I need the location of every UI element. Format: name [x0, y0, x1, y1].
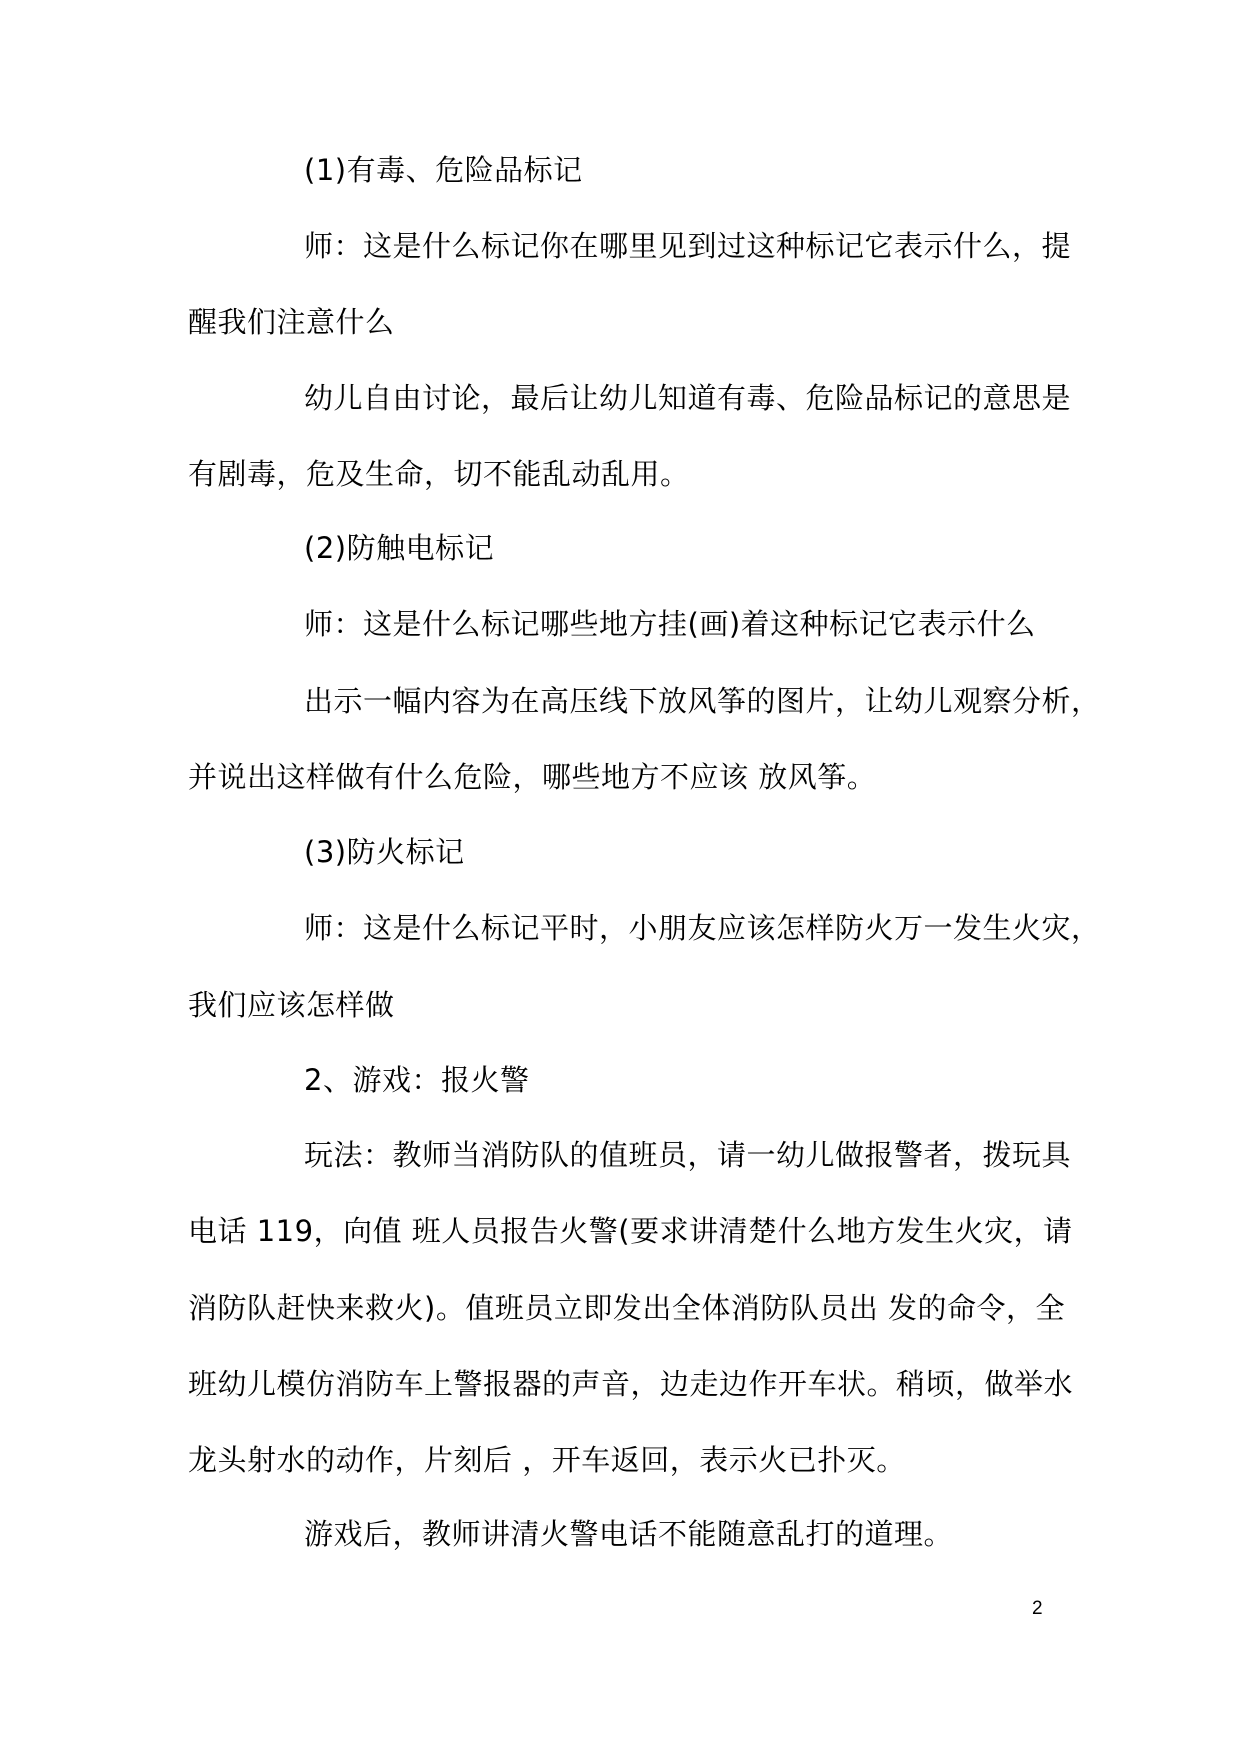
page-number: 2: [1032, 1598, 1043, 1619]
paragraph-line: 消防队赶快来救火)。值班员立即发出全体消防队员出 发的命令，全: [188, 1291, 1066, 1325]
heading-fire-mark: (3)防火标记: [304, 835, 465, 869]
heading-electric-mark: (2)防触电标记: [304, 531, 495, 565]
paragraph-line: 出示一幅内容为在高压线下放风筝的图片，让幼儿观察分析，: [304, 684, 1101, 718]
paragraph-line: 玩法：教师当消防队的值班员，请一幼儿做报警者，拨玩具: [304, 1138, 1072, 1172]
paragraph-line: 有剧毒，危及生命，切不能乱动乱用。: [188, 457, 690, 491]
paragraph-line: 班幼儿模仿消防车上警报器的声音，边走边作开车状。稍顷，做举水: [188, 1367, 1074, 1401]
paragraph-line: 醒我们注意什么: [188, 305, 395, 339]
paragraph-line: 龙头射水的动作，片刻后 ，开车返回，表示火已扑灭。: [188, 1443, 906, 1477]
paragraph-line: 师：这是什么标记你在哪里见到过这种标记它表示什么，提: [304, 229, 1072, 263]
heading-game: 2、游戏：报火警: [304, 1063, 530, 1097]
paragraph-line: 电话 119，向值 班人员报告火警(要求讲清楚什么地方发生火灾，请: [188, 1214, 1073, 1248]
heading-toxic-mark: (1)有毒、危险品标记: [304, 153, 583, 187]
paragraph-line: 游戏后，教师讲清火警电话不能随意乱打的道理。: [304, 1517, 954, 1551]
paragraph-line: 师：这是什么标记哪些地方挂(画)着这种标记它表示什么: [304, 607, 1036, 641]
paragraph-line: 我们应该怎样做: [188, 988, 395, 1022]
paragraph-line: 师：这是什么标记平时，小朋友应该怎样防火万一发生火灾，: [304, 911, 1101, 945]
paragraph-line: 并说出这样做有什么危险，哪些地方不应该 放风筝。: [188, 760, 877, 794]
paragraph-line: 幼儿自由讨论，最后让幼儿知道有毒、危险品标记的意思是: [304, 381, 1072, 415]
